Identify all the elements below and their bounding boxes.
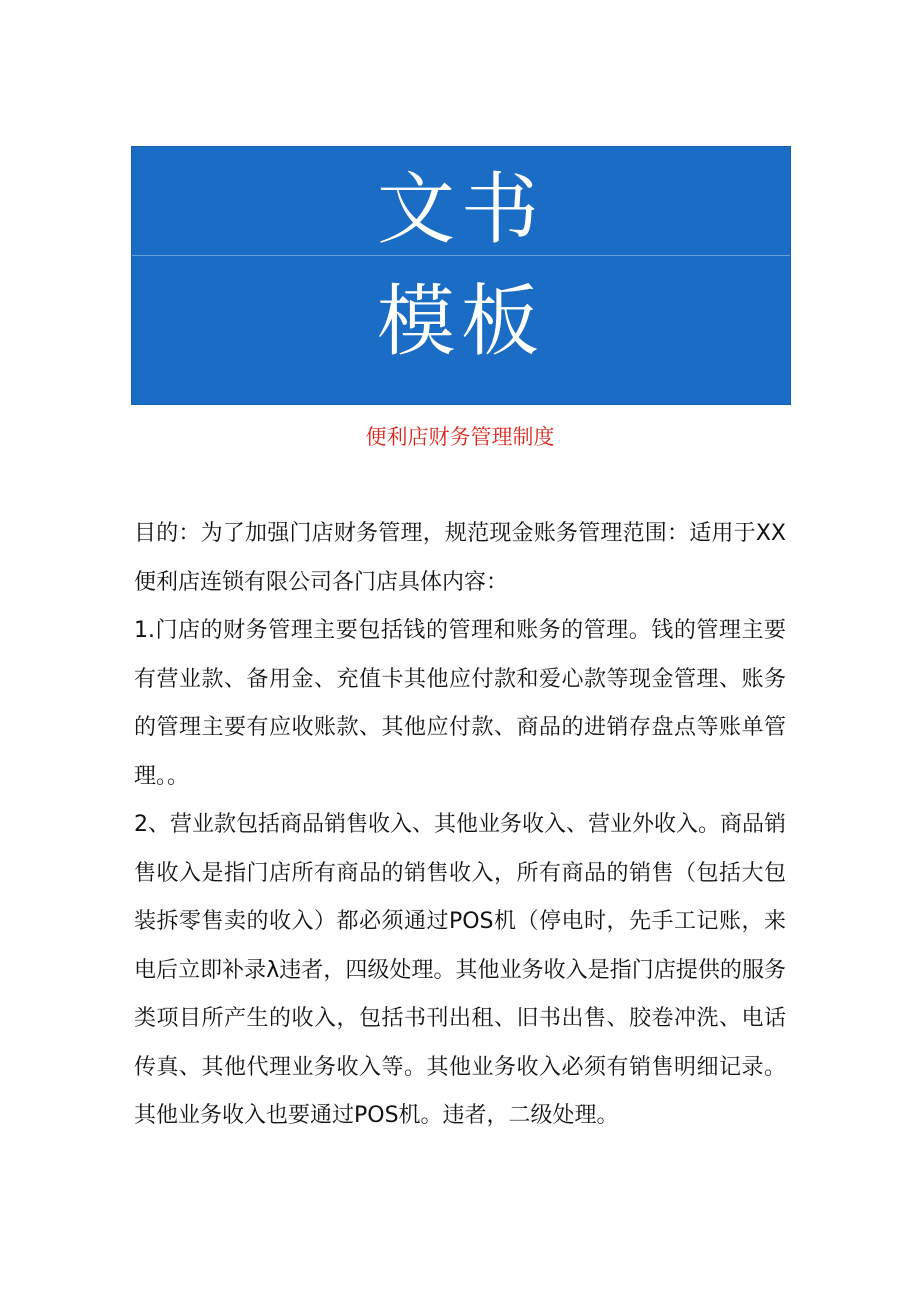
paragraph-2: 2、营业款包括商品销售收入、其他业务收入、营业外收入。商品销售收入是指门店所有商品的销售收入，所有商品的销售（包括大包装拆零售卖的收入）都必须通过POS机（停电时，先手工记账，来电后立即补录λ违者，四级处理。其他业务收入是指门店提供的服务类项目所产生的收入，包括书刊出租、旧书出售、胶卷冲洗、电话传真、其他代理业务收入等。其他业务收入必须有销售明细记录。其他业务收入也要通过POS机。违者，二级处理。 — [134, 812, 786, 1128]
cover-title-line-2: 模板 — [376, 277, 545, 367]
paragraph-1: 1.门店的财务管理主要包括钱的管理和账务的管理。钱的管理主要有营业款、备用金、充值卡其他应付款和爱心款等现金管理、账务的管理主要有应收账款、其他应付款、商品的进销存盘点等账单管理。。 — [134, 618, 786, 789]
cover-banner — [131, 146, 791, 405]
cover-divider — [132, 255, 790, 256]
document-title: 便利店财务管理制度 — [365, 425, 555, 449]
paragraph-purpose: 目的：为了加强门店财务管理，规范现金账务管理范围：适用于XX便利店连锁有限公司各门店具体内容： — [134, 521, 786, 595]
cover-title-line-1: 文书 — [376, 165, 545, 255]
document-body — [134, 510, 786, 1141]
